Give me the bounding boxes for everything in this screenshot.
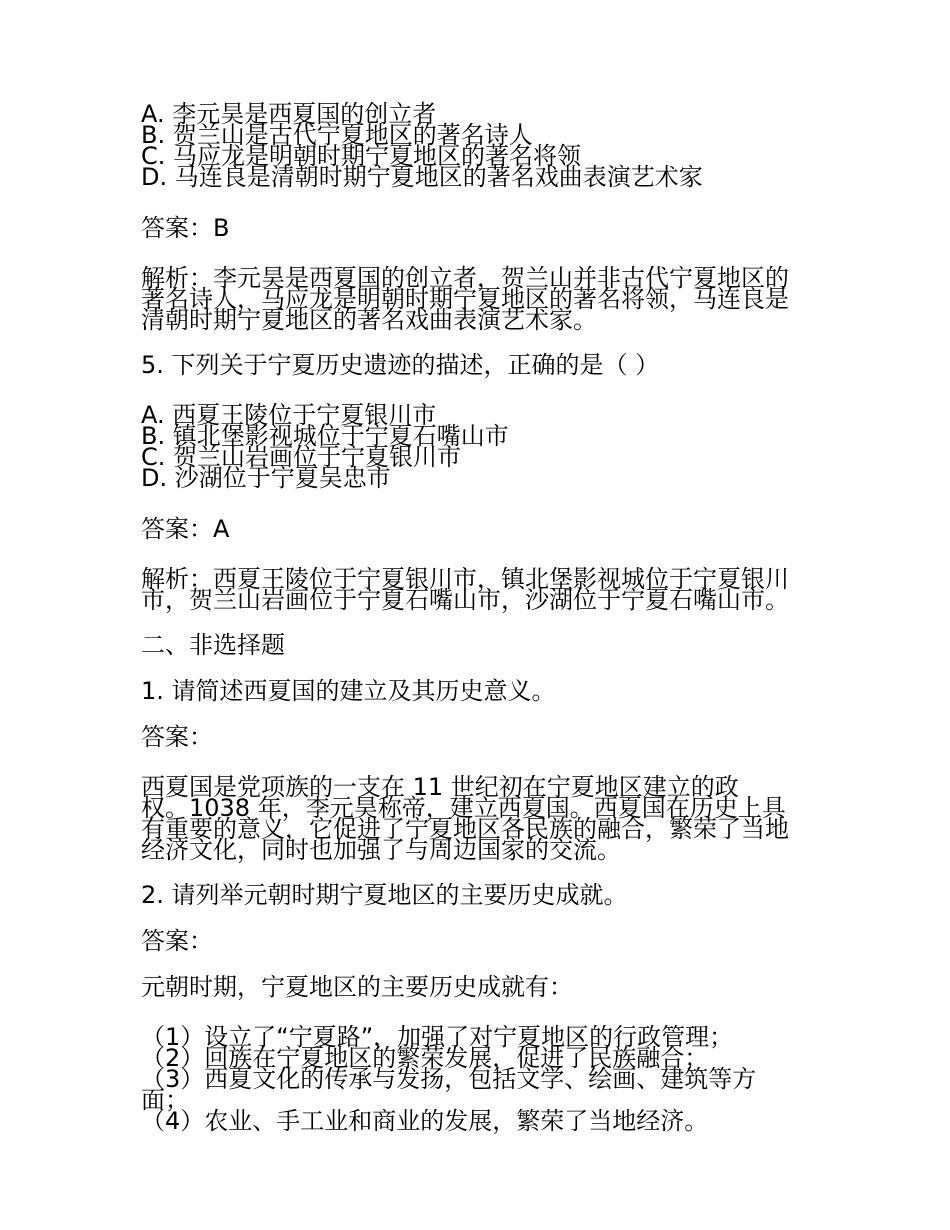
q5-answer: 答案：A bbox=[141, 515, 230, 543]
q4-analysis-line-3: 清朝时期宁夏地区的著名戏曲表演艺术家。 bbox=[141, 306, 597, 334]
q4-option-c: C. 马应龙是明朝时期宁夏地区的著名将领 bbox=[141, 142, 582, 170]
s2-q2-items bbox=[141, 1023, 821, 1135]
q5-option-d: D. 沙湖位于宁夏吴忠市 bbox=[141, 464, 391, 492]
q5-option-c: C. 贺兰山岩画位于宁夏银川市 bbox=[141, 443, 462, 471]
q5-analysis-line-2: 市，贺兰山岩画位于宁夏石嘴山市，沙湖位于宁夏石嘴山市。 bbox=[141, 586, 789, 614]
q4-options bbox=[141, 100, 821, 191]
q4-option-b: B. 贺兰山是古代宁夏地区的著名诗人 bbox=[141, 121, 533, 149]
s2-q2-item-3: （3）西夏文化的传承与发扬，包括文学、绘画、建筑等方 bbox=[141, 1065, 757, 1093]
q4-analysis-line-1: 解析：李元昊是西夏国的创立者，贺兰山并非古代宁夏地区的 bbox=[141, 264, 789, 292]
s2-q1-answer-line-1: 西夏国是党项族的一支在 11 世纪初在宁夏地区建立的政 bbox=[141, 773, 739, 801]
q4-analysis bbox=[141, 264, 821, 334]
q5-question: 5. 下列关于宁夏历史遗迹的描述，正确的是（ ） bbox=[141, 351, 660, 379]
q5-option-b: B. 镇北堡影视城位于宁夏石嘴山市 bbox=[141, 422, 509, 450]
q5-analysis-line-1: 解析：西夏王陵位于宁夏银川市，镇北堡影视城位于宁夏银川 bbox=[141, 565, 789, 593]
s2-q1-answer bbox=[141, 773, 821, 864]
q4-option-a: A. 李元昊是西夏国的创立者 bbox=[141, 100, 437, 128]
section-heading: 二、非选择题 bbox=[141, 631, 285, 659]
s2-q2-item-3-cont: 面； bbox=[141, 1086, 189, 1114]
s2-q1-answer-line-3: 有重要的意义，它促进了宁夏地区各民族的融合，繁荣了当地 bbox=[141, 815, 789, 843]
s2-q2-item-1: （1）设立了“宁夏路”，加强了对宁夏地区的行政管理； bbox=[141, 1023, 734, 1051]
document-page bbox=[141, 100, 821, 1135]
s2-q1-answer-line-4: 经济文化，同时也加强了与周边国家的交流。 bbox=[141, 836, 621, 864]
s2-q2-item-2: （2）回族在宁夏地区的繁荣发展，促进了民族融合； bbox=[141, 1044, 709, 1072]
s2-q2-item-4: （4）农业、手工业和商业的发展，繁荣了当地经济。 bbox=[141, 1107, 709, 1135]
s2-q2-question: 2. 请列举元朝时期宁夏地区的主要历史成就。 bbox=[141, 881, 628, 909]
s2-q1-question: 1. 请简述西夏国的建立及其历史意义。 bbox=[141, 677, 556, 705]
q4-analysis-line-2: 著名诗人，马应龙是明朝时期宁夏地区的著名将领，马连良是 bbox=[141, 285, 789, 313]
q5-option-a: A. 西夏王陵位于宁夏银川市 bbox=[141, 401, 437, 429]
s2-q2-intro: 元朝时期，宁夏地区的主要历史成就有： bbox=[141, 973, 573, 1001]
q5-options bbox=[141, 401, 821, 492]
s2-q2-answer-label: 答案： bbox=[141, 927, 213, 955]
q4-answer: 答案：B bbox=[141, 214, 230, 242]
s2-q1-answer-label: 答案： bbox=[141, 723, 213, 751]
s2-q1-answer-line-2: 权。1038 年，李元昊称帝，建立西夏国。西夏国在历史上具 bbox=[141, 794, 786, 822]
q5-analysis bbox=[141, 565, 821, 614]
q4-option-d: D. 马连良是清朝时期宁夏地区的著名戏曲表演艺术家 bbox=[141, 163, 703, 191]
